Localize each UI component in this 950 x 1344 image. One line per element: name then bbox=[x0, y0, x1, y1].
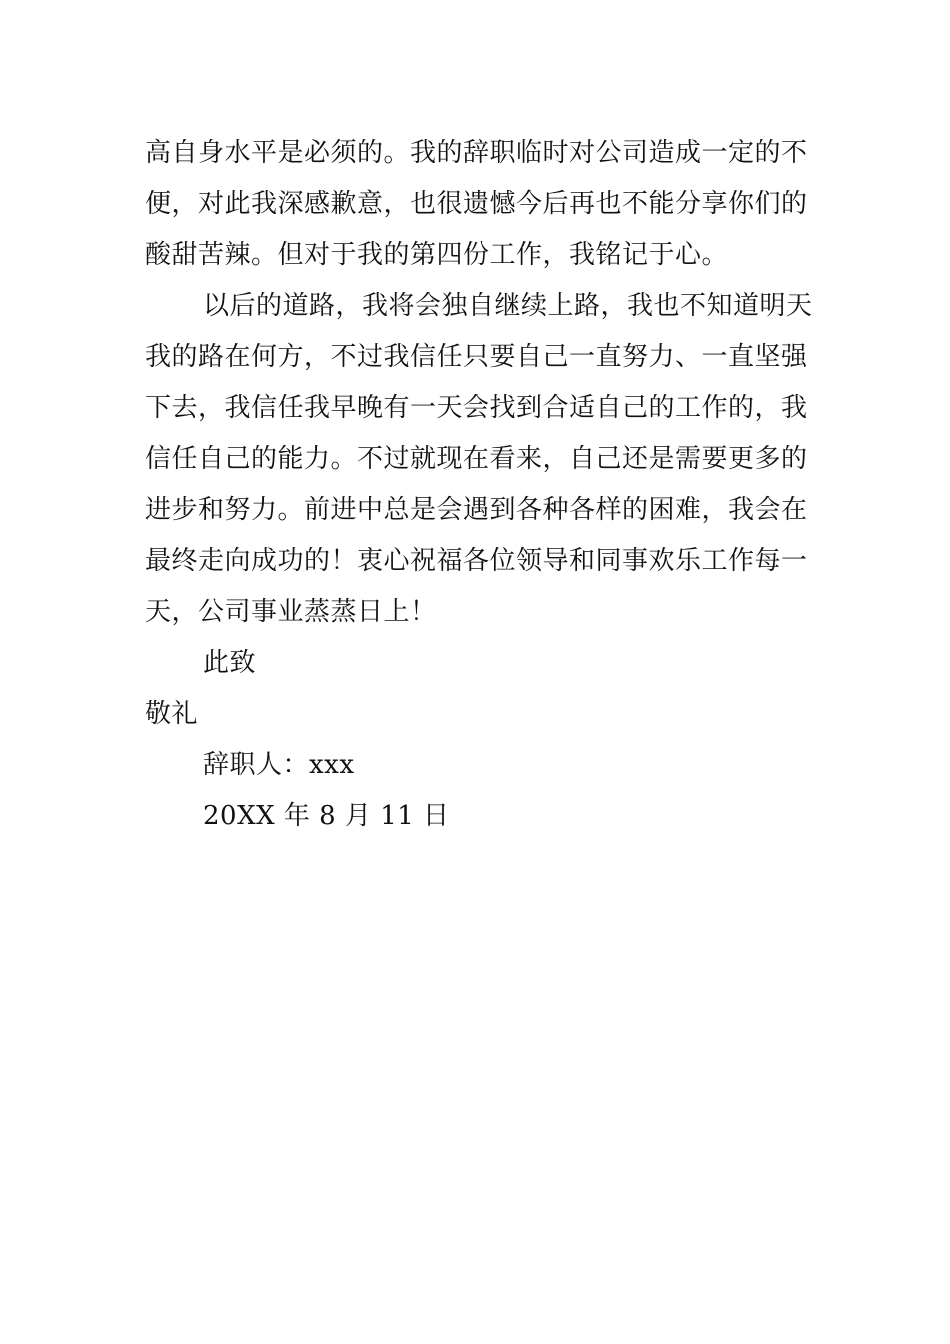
paragraph-2 bbox=[145, 281, 813, 638]
text-line: 天，公司事业蒸蒸日上！ bbox=[145, 597, 437, 627]
letter-body bbox=[145, 128, 813, 842]
text-line: 高自身水平是必须的。我的辞职临时对公司造成一定的不 bbox=[145, 138, 808, 168]
text-line: 我的路在何方，不过我信任只要自己一直努力、一直坚强 bbox=[145, 342, 808, 372]
text-line: 便，对此我深感歉意，也很遗憾今后再也不能分享你们的 bbox=[145, 189, 808, 219]
signature-line: 辞职人：xxx bbox=[203, 750, 355, 780]
text-line: 以后的道路，我将会独自继续上路，我也不知道明天 bbox=[203, 291, 813, 321]
salutation-text: 敬礼 bbox=[145, 699, 199, 729]
text-line: 进步和努力。前进中总是会遇到各种各样的困难，我会在 bbox=[145, 495, 808, 525]
text-line: 信任自己的能力。不过就现在看来，自己还是需要更多的 bbox=[145, 444, 808, 474]
paragraph-1 bbox=[145, 128, 808, 281]
closing-text: 此致 bbox=[203, 648, 257, 678]
text-line: 最终走向成功的！衷心祝福各位领导和同事欢乐工作每一 bbox=[145, 546, 808, 576]
text-line: 下去，我信任我早晚有一天会找到合适自己的工作的，我 bbox=[145, 393, 808, 423]
date-line: 20XX 年 8 月 11 日 bbox=[203, 801, 450, 831]
text-line: 酸甜苦辣。但对于我的第四份工作，我铭记于心。 bbox=[145, 240, 729, 270]
